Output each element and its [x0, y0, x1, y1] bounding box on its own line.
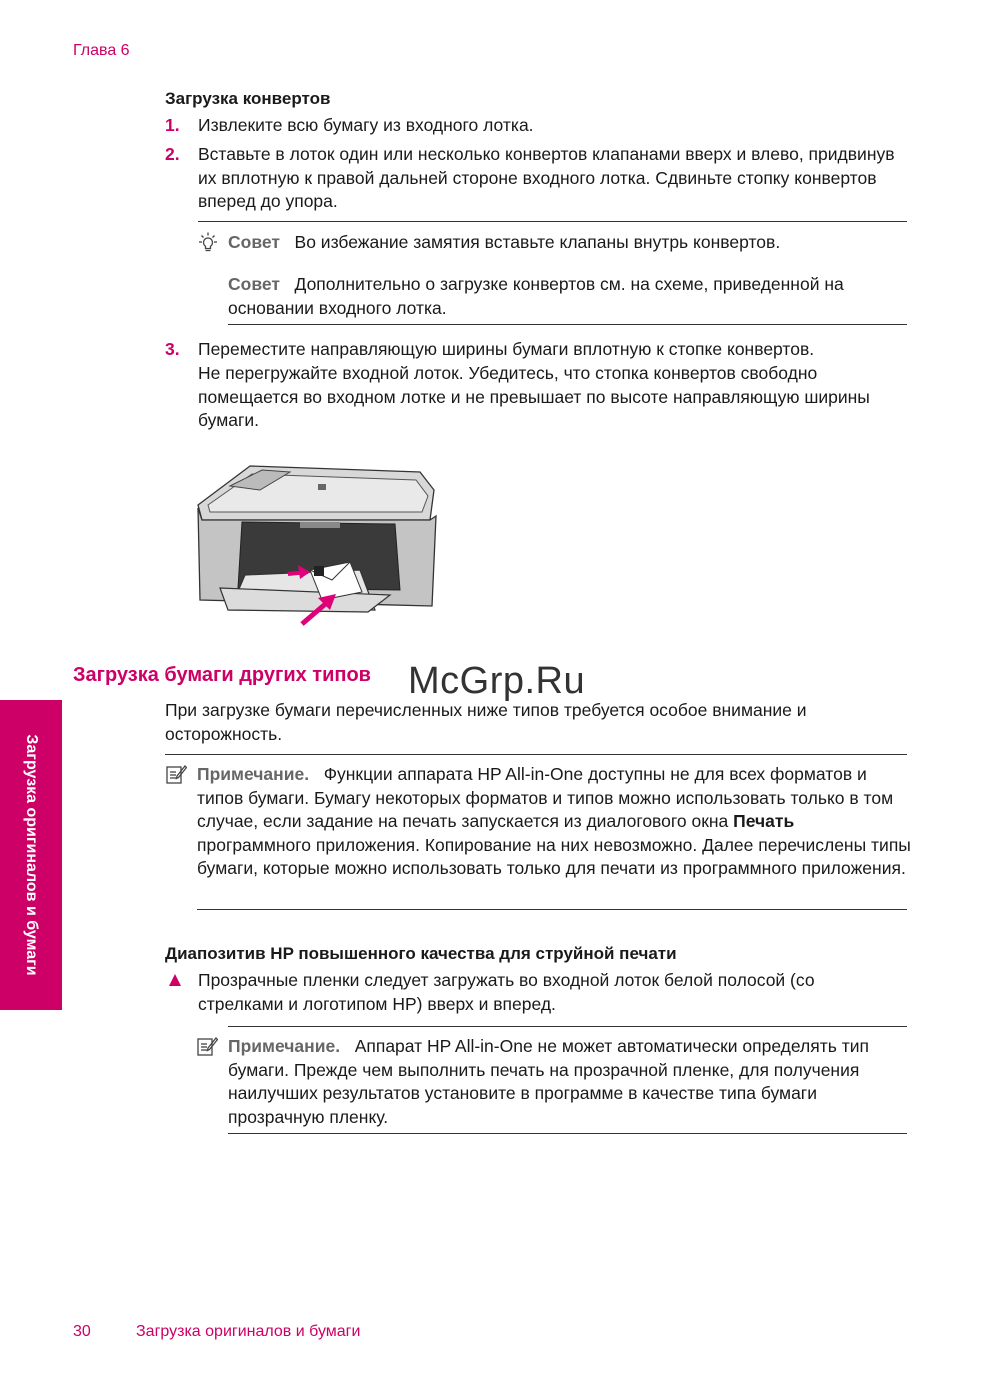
intro-text: При загрузке бумаги перечисленных ниже типов требуется особое внимание и осторожность. [165, 700, 807, 744]
triangle-bullet-icon [168, 973, 182, 987]
section-heading-other-paper: Загрузка бумаги других типов [73, 664, 371, 686]
divider [197, 909, 907, 910]
step-number: 2. [165, 144, 180, 164]
step-number: 1. [165, 115, 180, 135]
side-tab [0, 700, 62, 1010]
note-text: Аппарат HP All-in-One не может автоматически определять тип бумаги. Прежде чем выполнить печать на прозрачной пленке, для получения наилучших результатов установите в программе в качестве типа бумаги прозрачную пленку. [228, 1036, 869, 1127]
bullet-text: Прозрачные пленки следует загружать во входной лоток белой полосой (со стрелками и логотипом HP) вверх и вперед. [198, 970, 815, 1014]
note-1 [197, 763, 912, 881]
note-2 [228, 1035, 913, 1129]
subheading-transparency: Диапозитив HP повышенного качества для струйной печати [165, 944, 677, 963]
tip-label: Совет [228, 232, 280, 252]
footer-title: Загрузка оригиналов и бумаги [136, 1323, 361, 1340]
note-label: Примечание. [197, 764, 310, 784]
note-text: программного приложения. Копирование на них невозможно. Далее перечислены типы бумаги, которые можно использовать только для печати из программного приложения. [197, 834, 911, 878]
step-text: Вставьте в лоток один или несколько конвертов клапанами вверх и влево, придвинув их вплотную к правой дальней стороне входного лотка. Сдвиньте стопку конвертов вперед до упора. [198, 144, 895, 211]
note-bold-term: Печать [733, 811, 795, 831]
divider [228, 1026, 907, 1027]
section-heading-envelopes: Загрузка конвертов [165, 89, 331, 108]
note-icon [196, 1035, 218, 1057]
lightbulb-icon [196, 231, 220, 255]
divider [198, 221, 907, 222]
watermark: McGrp.Ru [408, 660, 586, 702]
tip-text: Во избежание замятия вставьте клапаны внутрь конвертов. [294, 232, 781, 252]
note-icon [165, 763, 187, 785]
step-text: Извлеките всю бумагу из входного лотка. [198, 115, 534, 135]
divider [228, 1133, 907, 1134]
note-text: Функции аппарата HP All-in-One доступны не для всех форматов и типов бумаги. Бумагу некоторых форматов и типов можно использовать только в том случае, если задание на печать запускается из диалогового окна [197, 764, 894, 831]
divider [228, 324, 907, 325]
tip-label: Совет [228, 274, 280, 294]
page-number: 30 [73, 1323, 91, 1340]
step-note: Не перегружайте входной лоток. Убедитесь, что стопка конвертов свободно помещается во входном лотке и не превышает по высоте направляющую ширины бумаги. [198, 363, 870, 430]
tip-2 [228, 273, 918, 320]
step-text: Переместите направляющую ширины бумаги вплотную к стопке конвертов. [198, 339, 815, 359]
printer-illustration [190, 460, 440, 630]
chapter-header: Глава 6 [73, 42, 130, 59]
divider [165, 754, 907, 755]
tip-text: Дополнительно о загрузке конвертов см. на схеме, приведенной на основании входного лотка. [228, 274, 844, 318]
tip-1 [228, 231, 918, 255]
step-number: 3. [165, 339, 180, 359]
note-label: Примечание. [228, 1036, 341, 1056]
side-tab-label: Загрузка оригиналов и бумаги [22, 734, 40, 976]
